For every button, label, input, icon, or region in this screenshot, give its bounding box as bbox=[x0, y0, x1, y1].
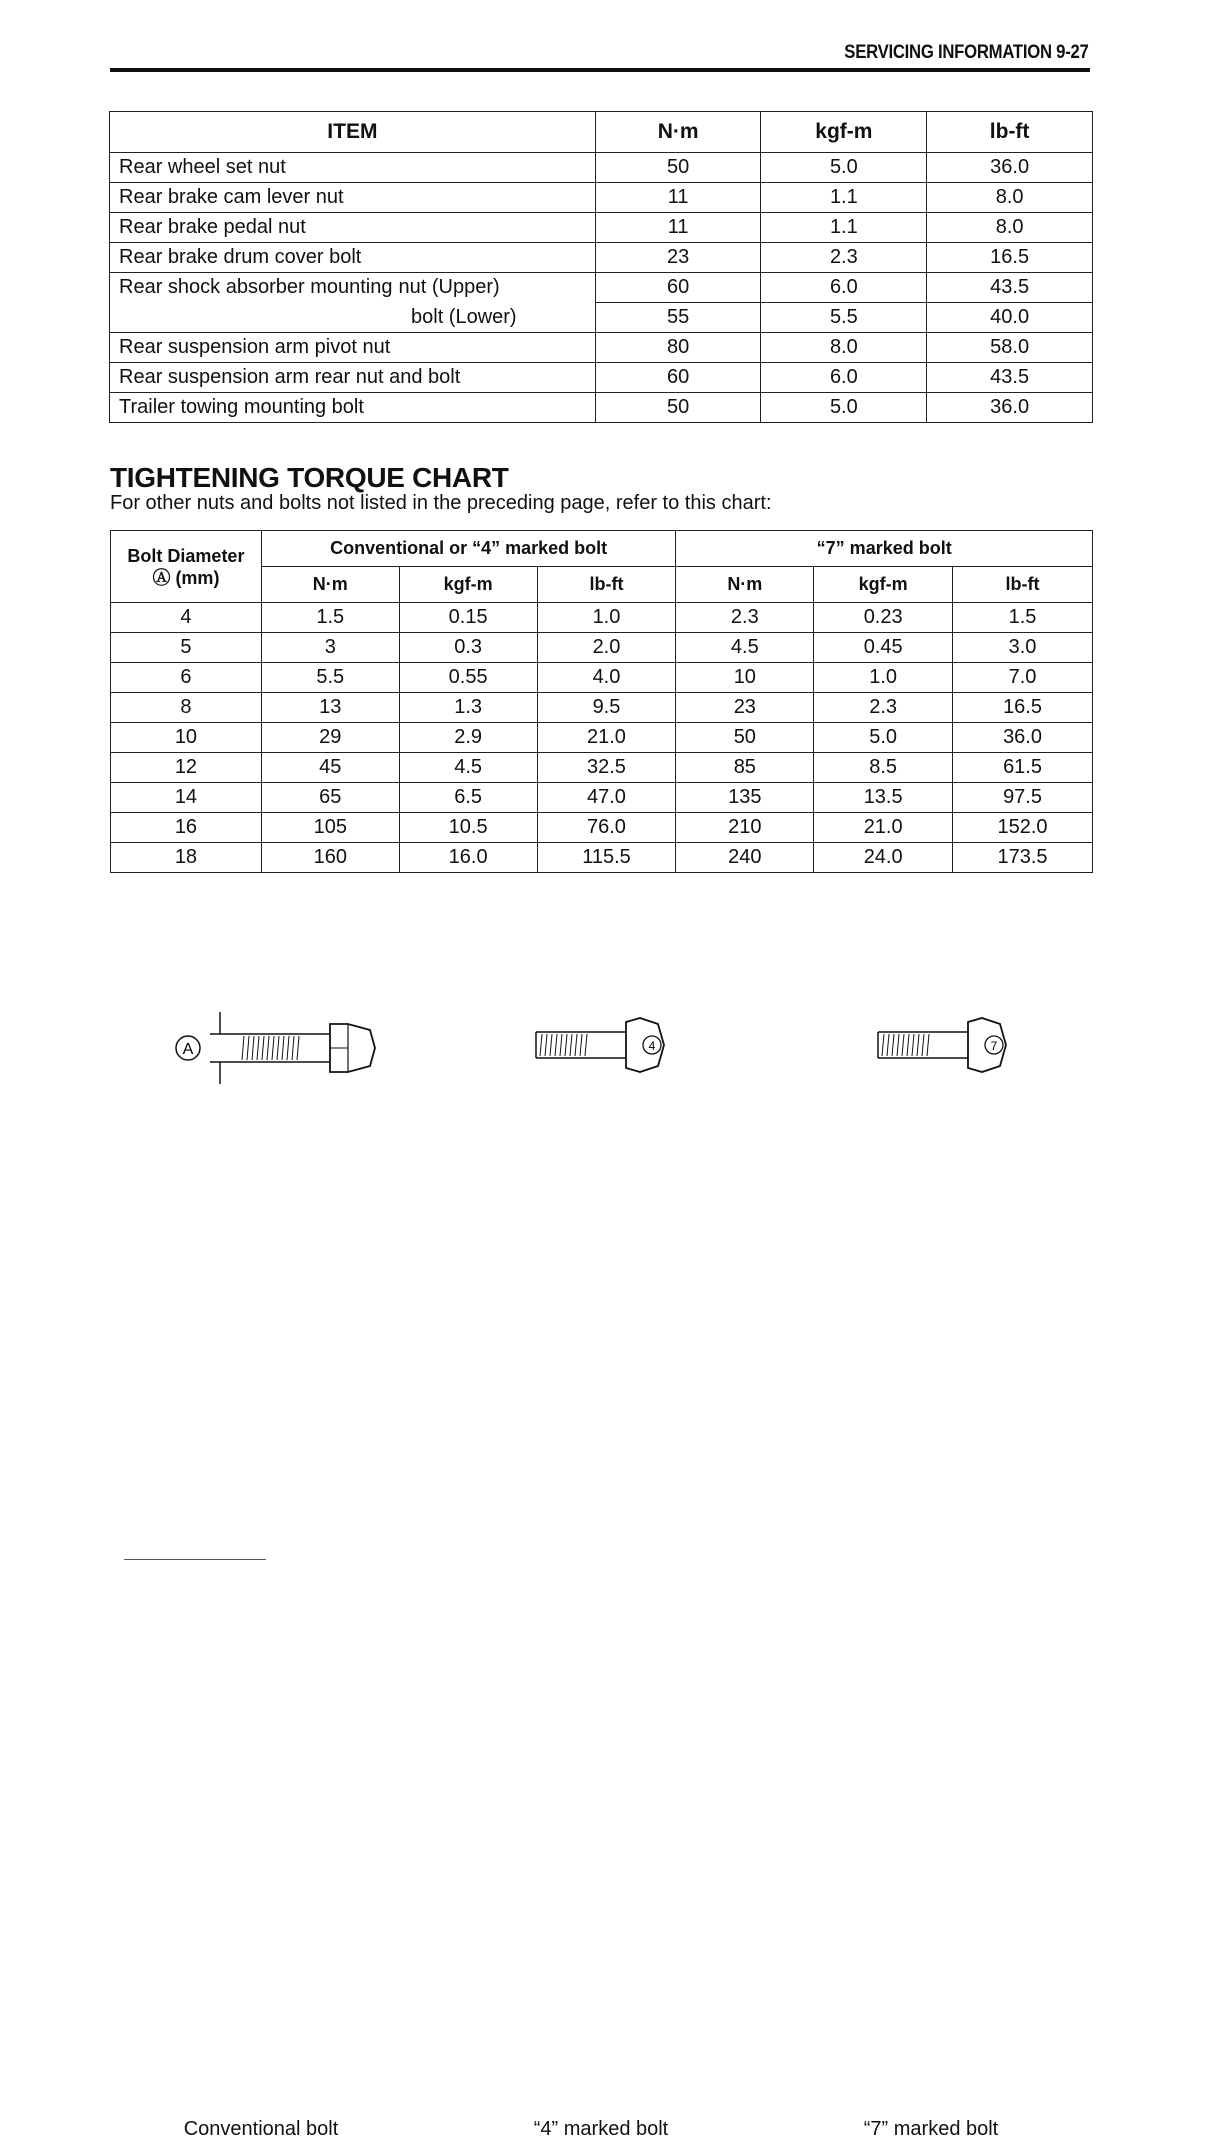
conv-kgfm-cell: 0.15 bbox=[399, 603, 537, 633]
table-row bbox=[110, 183, 1093, 213]
caption-four-marked-bolt: “4” marked bolt bbox=[533, 2118, 669, 2140]
diameter-cell: 18 bbox=[111, 843, 262, 873]
seven-nm-cell: 10 bbox=[676, 663, 814, 693]
nm-cell: 11 bbox=[595, 213, 761, 243]
seven-nm-cell: 85 bbox=[676, 753, 814, 783]
diameter-cell: 4 bbox=[111, 603, 262, 633]
conv-kgfm-cell: 1.3 bbox=[399, 693, 537, 723]
seven-lbft-cell: 1.5 bbox=[953, 603, 1093, 633]
item-sub-label: nut (Upper) bbox=[398, 276, 500, 299]
page-header-title: SERVICING INFORMATION 9-27 bbox=[844, 42, 1089, 63]
item-cell: Rear brake pedal nut bbox=[110, 213, 596, 243]
caption-seven-marked-bolt: “7” marked bolt bbox=[863, 2118, 999, 2140]
diameter-cell: 6 bbox=[111, 663, 262, 693]
diameter-cell: 16 bbox=[111, 813, 262, 843]
diameter-cell: 14 bbox=[111, 783, 262, 813]
conv-lbft-cell: 9.5 bbox=[537, 693, 676, 723]
nm-cell: 23 bbox=[595, 243, 761, 273]
item-sub-label: bolt (Lower) bbox=[411, 305, 517, 328]
table-row bbox=[111, 753, 1093, 783]
header-rule bbox=[110, 68, 1090, 72]
lbft-cell: 43.5 bbox=[927, 363, 1093, 393]
kgfm-cell: 1.1 bbox=[761, 213, 927, 243]
conv-nm-cell: 29 bbox=[261, 723, 399, 753]
diameter-cell: 10 bbox=[111, 723, 262, 753]
footer-rule bbox=[124, 1559, 266, 1560]
section-description: For other nuts and bolts not listed in the preceding page, refer to this chart: bbox=[110, 492, 772, 514]
kgfm-cell: 2.3 bbox=[761, 243, 927, 273]
table-row bbox=[110, 333, 1093, 363]
lbft-cell: 36.0 bbox=[927, 393, 1093, 423]
lbft-cell: 8.0 bbox=[927, 183, 1093, 213]
conv-lbft-cell: 47.0 bbox=[537, 783, 676, 813]
nm-cell: 60 bbox=[595, 363, 761, 393]
table-row bbox=[110, 363, 1093, 393]
conv-lbft-cell: 21.0 bbox=[537, 723, 676, 753]
conv-nm-cell: 45 bbox=[261, 753, 399, 783]
kgfm-cell: 5.5 bbox=[761, 303, 927, 333]
conv-kgfm-cell: 4.5 bbox=[399, 753, 537, 783]
bolt-diameter-label: Bolt Diameter bbox=[127, 545, 245, 566]
conv-nm-cell: 65 bbox=[261, 783, 399, 813]
conv-kgfm-cell: 2.9 bbox=[399, 723, 537, 753]
nm-cell: 50 bbox=[595, 153, 761, 183]
diameter-cell: 8 bbox=[111, 693, 262, 723]
four-marked-bolt-icon bbox=[530, 1010, 680, 1080]
sub-header-nm: N·m bbox=[261, 567, 399, 603]
kgfm-cell: 5.0 bbox=[761, 153, 927, 183]
seven-nm-cell: 23 bbox=[676, 693, 814, 723]
seven-kgfm-cell: 21.0 bbox=[814, 813, 953, 843]
seven-marked-bolt-icon bbox=[872, 1010, 1022, 1080]
caption-conventional-bolt: Conventional bolt bbox=[183, 2118, 339, 2140]
seven-nm-cell: 240 bbox=[676, 843, 814, 873]
seven-kgfm-cell: 0.23 bbox=[814, 603, 953, 633]
item-cell: Rear suspension arm pivot nut bbox=[110, 333, 596, 363]
seven-nm-cell: 2.3 bbox=[676, 603, 814, 633]
conv-lbft-cell: 76.0 bbox=[537, 813, 676, 843]
seven-kgfm-cell: 8.5 bbox=[814, 753, 953, 783]
seven-lbft-cell: 36.0 bbox=[953, 723, 1093, 753]
kgfm-cell: 6.0 bbox=[761, 273, 927, 303]
seven-kgfm-cell: 24.0 bbox=[814, 843, 953, 873]
conv-nm-cell: 160 bbox=[261, 843, 399, 873]
table-row bbox=[111, 783, 1093, 813]
seven-nm-cell: 210 bbox=[676, 813, 814, 843]
lbft-cell: 36.0 bbox=[927, 153, 1093, 183]
col-header-item: ITEM bbox=[110, 112, 596, 153]
seven-lbft-cell: 61.5 bbox=[953, 753, 1093, 783]
seven-lbft-cell: 97.5 bbox=[953, 783, 1093, 813]
diameter-marker-label: A bbox=[182, 1041, 194, 1058]
group-header-conventional: Conventional or “4” marked bolt bbox=[261, 531, 676, 567]
seven-nm-cell: 135 bbox=[676, 783, 814, 813]
head-mark-4: 4 bbox=[648, 1039, 656, 1053]
torque-table bbox=[109, 111, 1093, 423]
nm-cell: 55 bbox=[595, 303, 761, 333]
bolt-diameter-unit: Ⓐ (mm) bbox=[152, 567, 220, 588]
conv-kgfm-cell: 0.3 bbox=[399, 633, 537, 663]
col-header-lbft: lb-ft bbox=[927, 112, 1093, 153]
seven-lbft-cell: 16.5 bbox=[953, 693, 1093, 723]
conventional-bolt-icon bbox=[170, 1008, 390, 1088]
conv-nm-cell: 5.5 bbox=[261, 663, 399, 693]
nm-cell: 80 bbox=[595, 333, 761, 363]
seven-kgfm-cell: 1.0 bbox=[814, 663, 953, 693]
diameter-cell: 5 bbox=[111, 633, 262, 663]
conv-lbft-cell: 115.5 bbox=[537, 843, 676, 873]
lbft-cell: 8.0 bbox=[927, 213, 1093, 243]
table-row bbox=[111, 663, 1093, 693]
nm-cell: 11 bbox=[595, 183, 761, 213]
lbft-cell: 43.5 bbox=[927, 273, 1093, 303]
kgfm-cell: 8.0 bbox=[761, 333, 927, 363]
col-header-bolt-diameter bbox=[111, 531, 262, 603]
conv-nm-cell: 13 bbox=[261, 693, 399, 723]
lbft-cell: 58.0 bbox=[927, 333, 1093, 363]
sub-header-lbft: lb-ft bbox=[953, 567, 1093, 603]
item-label: Rear shock absorber mounting bbox=[119, 276, 393, 299]
sub-header-kgfm: kgf-m bbox=[814, 567, 953, 603]
table-row bbox=[111, 603, 1093, 633]
seven-kgfm-cell: 13.5 bbox=[814, 783, 953, 813]
conv-nm-cell: 3 bbox=[261, 633, 399, 663]
conv-nm-cell: 1.5 bbox=[261, 603, 399, 633]
torque-chart-table bbox=[110, 530, 1093, 873]
item-cell bbox=[110, 273, 596, 303]
item-cell: Trailer towing mounting bolt bbox=[110, 393, 596, 423]
conv-lbft-cell: 2.0 bbox=[537, 633, 676, 663]
seven-lbft-cell: 173.5 bbox=[953, 843, 1093, 873]
lbft-cell: 16.5 bbox=[927, 243, 1093, 273]
kgfm-cell: 5.0 bbox=[761, 393, 927, 423]
table-header-row bbox=[110, 112, 1093, 153]
item-cell: Rear brake drum cover bolt bbox=[110, 243, 596, 273]
sub-header-lbft: lb-ft bbox=[537, 567, 676, 603]
item-cell: Rear wheel set nut bbox=[110, 153, 596, 183]
diameter-cell: 12 bbox=[111, 753, 262, 783]
seven-lbft-cell: 7.0 bbox=[953, 663, 1093, 693]
table-row bbox=[110, 153, 1093, 183]
lbft-cell: 40.0 bbox=[927, 303, 1093, 333]
seven-kgfm-cell: 0.45 bbox=[814, 633, 953, 663]
col-header-nm: N·m bbox=[595, 112, 761, 153]
col-header-kgfm: kgf-m bbox=[761, 112, 927, 153]
seven-lbft-cell: 152.0 bbox=[953, 813, 1093, 843]
seven-kgfm-cell: 2.3 bbox=[814, 693, 953, 723]
seven-nm-cell: 50 bbox=[676, 723, 814, 753]
table-row bbox=[111, 723, 1093, 753]
group-header-seven-marked: “7” marked bolt bbox=[676, 531, 1093, 567]
seven-nm-cell: 4.5 bbox=[676, 633, 814, 663]
table-row bbox=[111, 633, 1093, 663]
sub-header-nm: N·m bbox=[676, 567, 814, 603]
item-cell: Rear brake cam lever nut bbox=[110, 183, 596, 213]
bolt-illustrations bbox=[0, 1000, 1224, 2140]
chart-group-header-row bbox=[111, 531, 1093, 567]
conv-lbft-cell: 1.0 bbox=[537, 603, 676, 633]
table-row bbox=[110, 213, 1093, 243]
conv-kgfm-cell: 10.5 bbox=[399, 813, 537, 843]
section-title: TIGHTENING TORQUE CHART bbox=[110, 462, 509, 493]
nm-cell: 60 bbox=[595, 273, 761, 303]
table-row bbox=[111, 693, 1093, 723]
item-cell: Rear suspension arm rear nut and bolt bbox=[110, 363, 596, 393]
kgfm-cell: 1.1 bbox=[761, 183, 927, 213]
item-cell bbox=[110, 303, 596, 333]
seven-kgfm-cell: 5.0 bbox=[814, 723, 953, 753]
table-row bbox=[110, 273, 1093, 303]
table-row bbox=[110, 303, 1093, 333]
head-mark-7: 7 bbox=[990, 1039, 998, 1053]
kgfm-cell: 6.0 bbox=[761, 363, 927, 393]
table-row bbox=[110, 243, 1093, 273]
conv-kgfm-cell: 6.5 bbox=[399, 783, 537, 813]
sub-header-kgfm: kgf-m bbox=[399, 567, 537, 603]
table-row bbox=[111, 843, 1093, 873]
conv-lbft-cell: 4.0 bbox=[537, 663, 676, 693]
table-row bbox=[111, 813, 1093, 843]
nm-cell: 50 bbox=[595, 393, 761, 423]
conv-kgfm-cell: 16.0 bbox=[399, 843, 537, 873]
seven-lbft-cell: 3.0 bbox=[953, 633, 1093, 663]
conv-kgfm-cell: 0.55 bbox=[399, 663, 537, 693]
conv-nm-cell: 105 bbox=[261, 813, 399, 843]
table-row bbox=[110, 393, 1093, 423]
conv-lbft-cell: 32.5 bbox=[537, 753, 676, 783]
